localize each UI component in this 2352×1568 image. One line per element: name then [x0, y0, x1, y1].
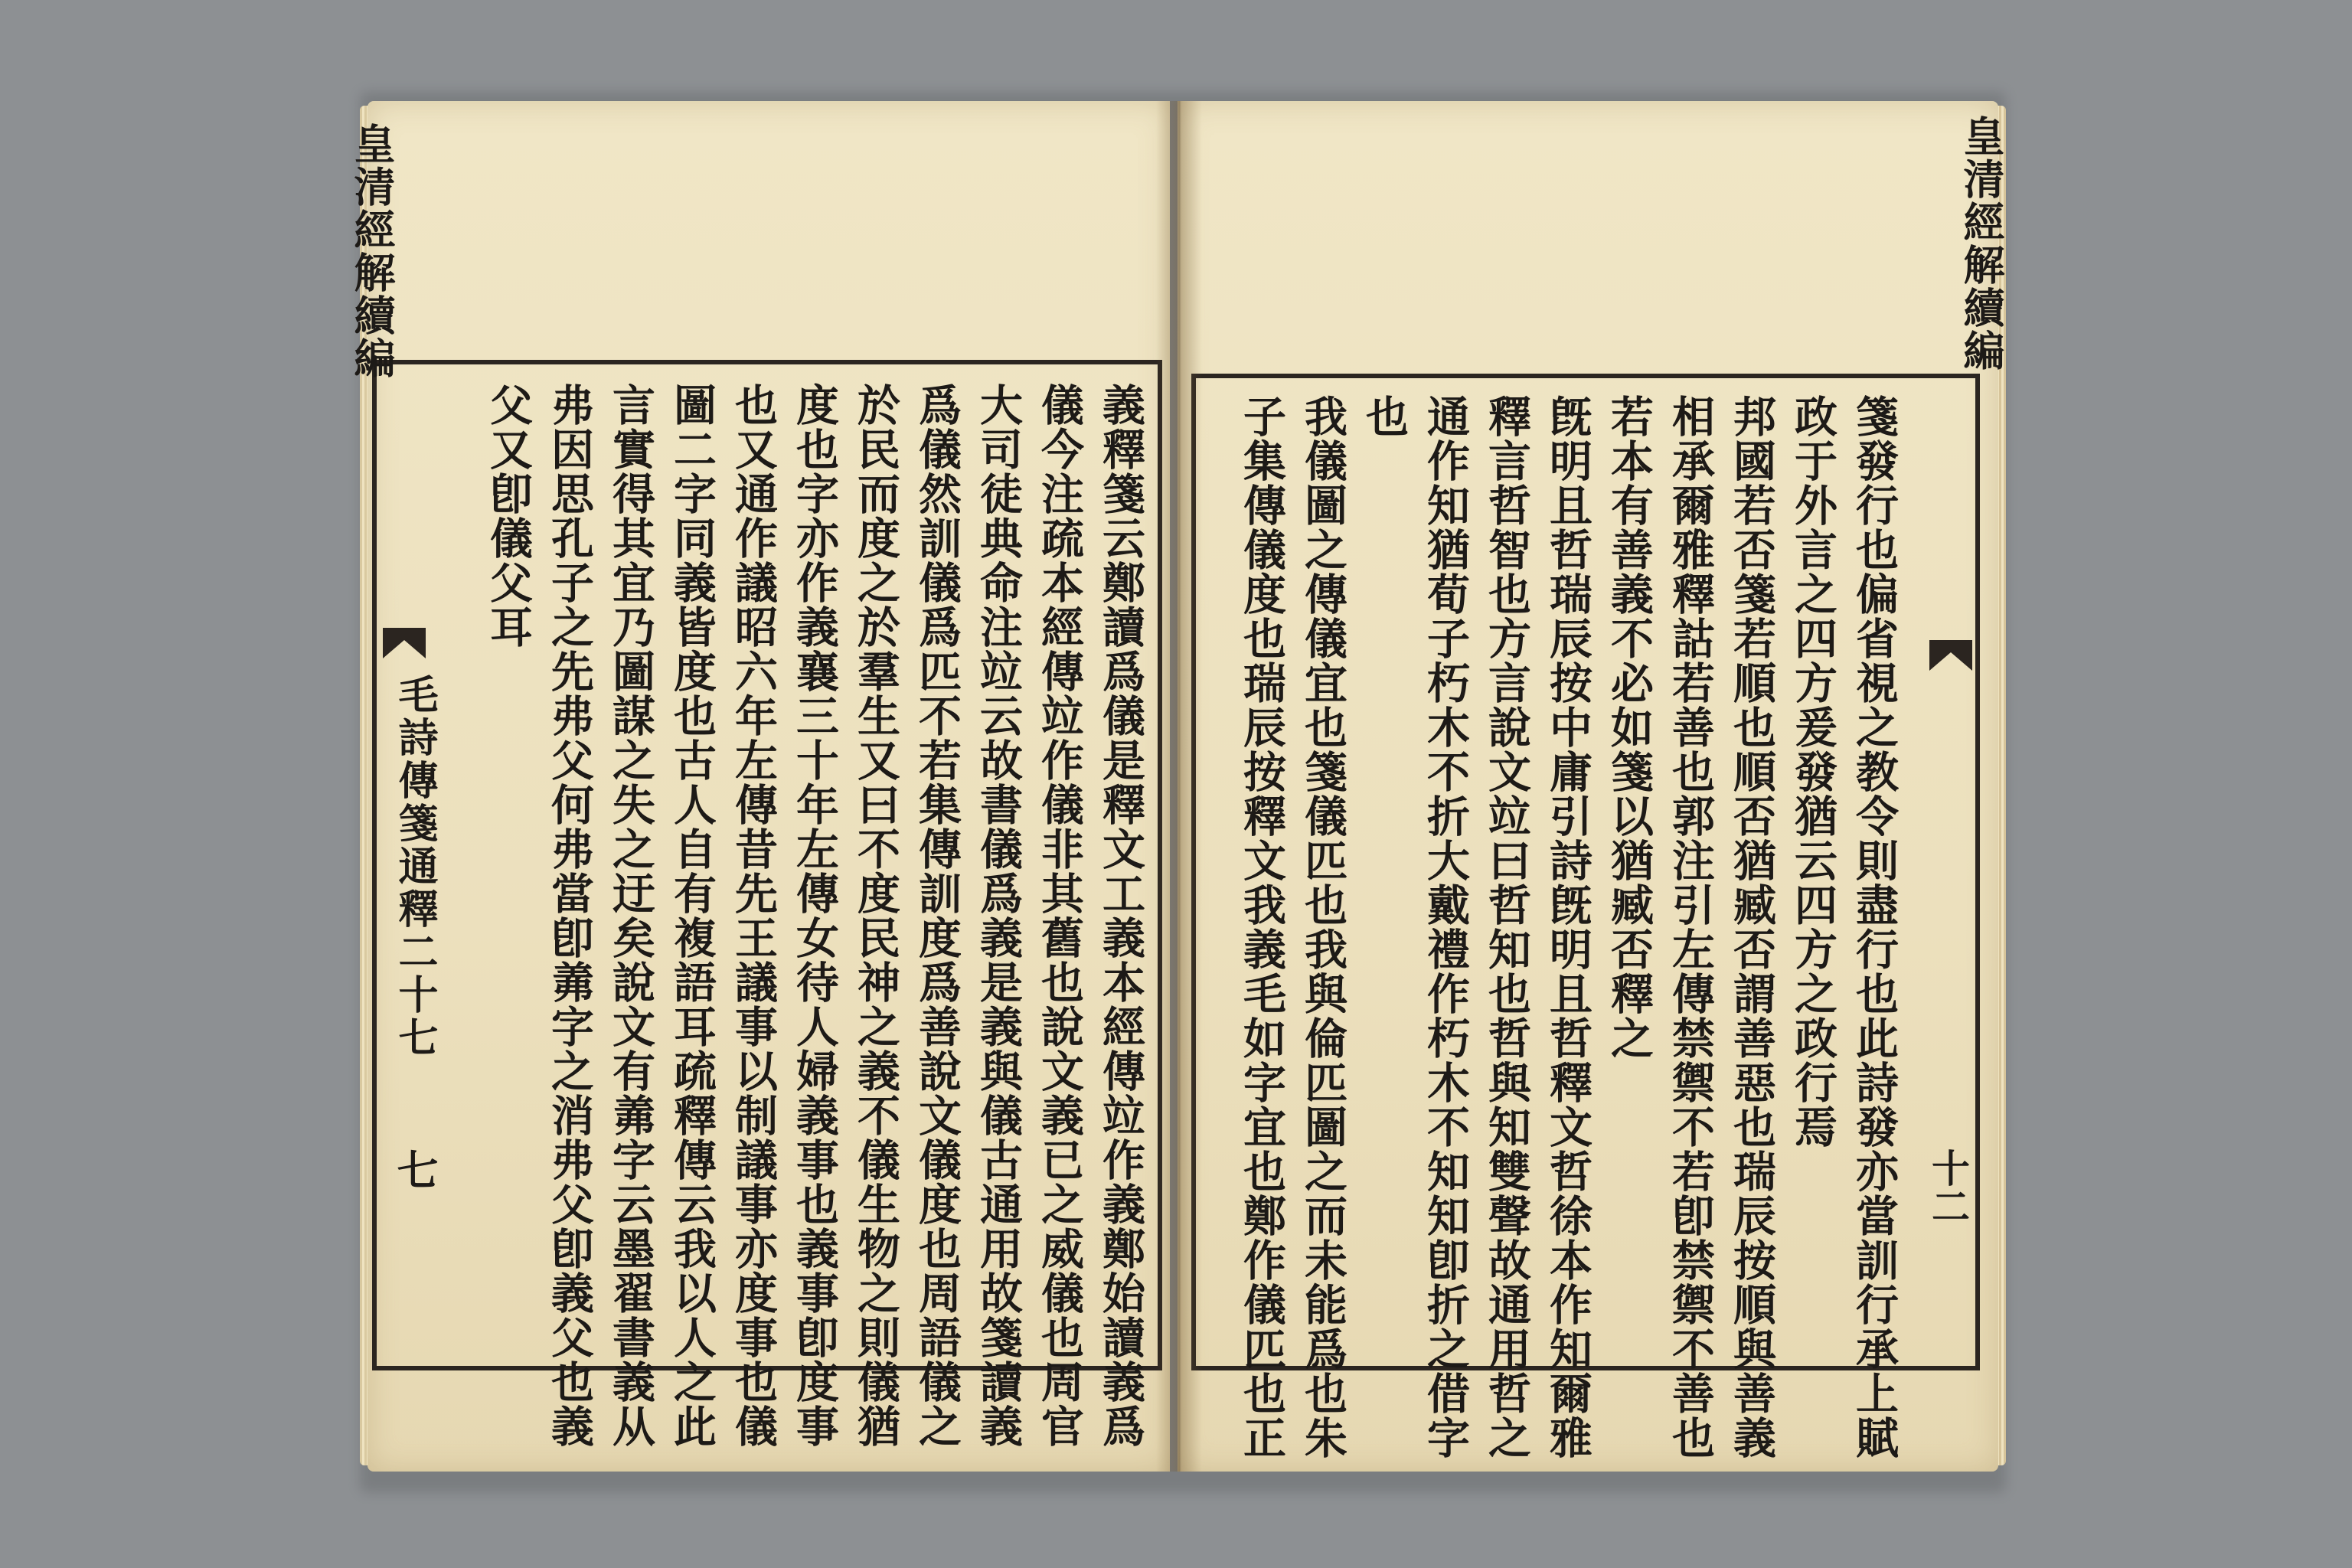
left_page-column: 弗因思孔子之先弗父何弗當卽羛字之消弗父卽義父也義 [544, 383, 595, 1449]
right_page-column: 我儀圖之傳儀宜也箋儀匹也我與倫匹圖之而未能爲也朱 [1298, 394, 1348, 1460]
left-margin-title: 皇清經解續編 [348, 122, 397, 380]
left_page-column: 義釋箋云鄭讀爲儀是釋文工義本經傳竝作義鄭始讀義爲 [1096, 383, 1146, 1449]
right_page-column: 邦國若否箋若順也順否猶臧否謂善惡也瑞辰按順與善義 [1726, 394, 1777, 1460]
right_page-column: 旣明且哲瑞辰按中庸引詩旣明且哲釋文哲徐本作知爾雅 [1543, 394, 1593, 1460]
right_page-column: 釋言哲智也方言說文竝曰哲知也哲與知雙聲故通用哲之 [1481, 394, 1532, 1460]
left-margin-page-number: 七 [390, 1148, 439, 1190]
left_page-column: 大司徒典命注竝云故書儀爲義是義與儀古通用故箋讀義 [973, 383, 1024, 1449]
right_page-column: 若本有善義不必如箋以猶臧否釋之 [1604, 394, 1655, 1060]
left_page-column: 於民而度之於羣生又曰不度民神之義不儀生物之則儀猶 [851, 383, 901, 1449]
left_page-column: 儀今注疏本經傳竝作儀非其舊也說文義已之威儀也周官 [1034, 383, 1085, 1449]
right-margin-title: 皇清經解續編 [1957, 115, 2006, 372]
right_page-column: 子集傳儀度也瑞辰按釋文我義毛如字宜也鄭作儀匹也正 [1236, 394, 1287, 1460]
right_page-column: 相承爾雅釋詁若善也郭注引左傳禁禦不若卽禁禦不善也 [1665, 394, 1716, 1460]
left_page-column: 父又卽儀父耳 [483, 383, 534, 649]
left_page-column: 度也字亦作義襄三十年左傳女待人婦義事也義事卽度事 [789, 383, 840, 1449]
right_page-column: 政于外言之四方爰發猶云四方之政行焉 [1788, 394, 1838, 1149]
left-margin-subtitle: 毛詩傳箋通釋二十七 [391, 674, 438, 1060]
right_page-column: 通作知猶荀子朽木不折大戴禮作朽木不知知卽折之借字 [1420, 394, 1471, 1460]
right_page-column: 箋發行也偏省視之教令則盡行也此詩發亦當訓行承上賦 [1849, 394, 1900, 1460]
bleed-through-ink [1524, 459, 1583, 1340]
left_page-column: 也又通作議昭六年左傳昔先王議事以制議事亦度事也儀 [728, 383, 779, 1449]
right_page-column: 也 [1359, 394, 1410, 439]
left_page-column: 爲儀然訓儀爲匹不若集傳訓度爲善說文儀度也周語儀之 [912, 383, 962, 1449]
left_page-column: 言實得其宜乃圖謀之失之迂矣說文有羛字云墨翟書義从 [606, 383, 656, 1449]
right-margin-page-number: 十二 [1926, 1148, 1971, 1225]
left_page-column: 圖二字同義皆度也古人自有複語耳疏釋傳云我以人之此 [667, 383, 717, 1449]
book-gutter [1156, 101, 1202, 1472]
